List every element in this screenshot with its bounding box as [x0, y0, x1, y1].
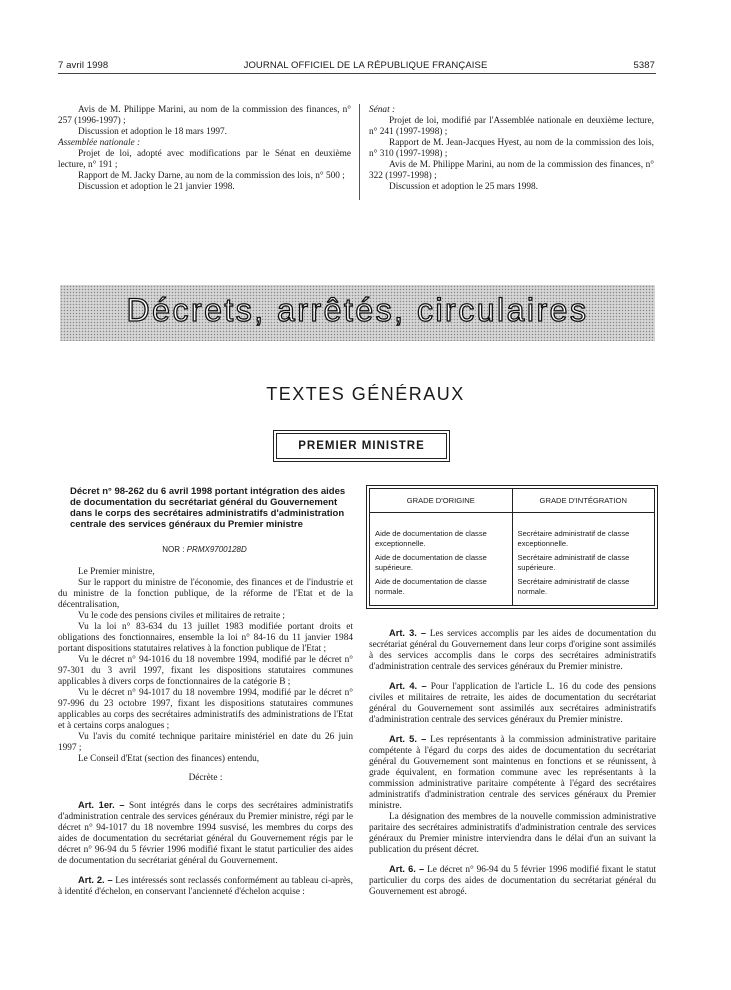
procedure-line: Discussion et adoption le 21 janvier 1998. — [78, 182, 235, 192]
article-paragraph — [369, 681, 656, 726]
article-paragraph — [58, 875, 353, 898]
paragraph-gap — [369, 856, 656, 864]
ministry-box: PREMIER MINISTRE — [276, 433, 447, 459]
article-text: Sont intégrés dans le corps des secrétaires administratifs d'administration centrale des services généraux du Premier ministre, régi par le décret n° 94-1017 du 18 novembre 1994 susvisé, les membres du corps des aides de documentation du secrétariat général du Gouvernement régis par le décret n° 96-94 du 5 février 1996 modifié fixant le statut particulier des aides de documentation du secrétariat général du Gouvernement. — [58, 801, 353, 866]
header-date: 7 avril 1998 — [58, 60, 109, 71]
paragraph-gap — [58, 765, 353, 773]
article-text: Les représentants à la commission administrative paritaire compétente à l'égard du corps des aides de documentation du secrétariat général du Gouvernement sont maintenus en fonctions et se réunissent, à grade équivalent, en formation commune avec les représentants à la commission administrative paritaire compétente à l'égard des secrétaires administratifs d'administration centrale des services généraux du Premier ministre. — [369, 735, 656, 811]
article-text: Le décret n° 96-94 du 5 février 1996 modifié fixant le statut particulier du corps des aides de documentation du secrétariat général du Gouvernement est abrogé. — [369, 865, 656, 897]
table-row — [370, 551, 654, 575]
procedure-line: Projet de loi, modifié par l'Assemblée nationale en deuxième lecture, n° 241 (1997-1998) ; — [369, 116, 654, 137]
origin-grade-cell: Aide de documentation de classe normale. — [375, 576, 487, 596]
procedure-line: Discussion et adoption le 18 mars 1997. — [78, 127, 227, 137]
integration-grade-cell: Secrétaire administratif de classe normale. — [512, 575, 654, 605]
paragraph-gap — [58, 792, 353, 800]
article-text: Pour l'application de l'article L. 16 du code des pensions civiles et militaires de retraite, les aides de documentation du secrétariat général du Gouvernement sont assimilés aux secrétaires administratifs d'administration centrale des services généraux du Premier ministre. — [369, 682, 656, 725]
nor-code: PRMX9700128D — [186, 545, 247, 554]
decree-title: Décret n° 98-262 du 6 avril 1998 portant intégration des aides de documentation du secrétariat général du Gouvernement dans le corps des secrétaires administratifs d'administration centrale des services généraux du Premier ministre — [70, 486, 346, 530]
procedure-line: Rapport de M. Jacky Darne, au nom de la commission des lois, n° 500 ; — [78, 171, 345, 181]
procedure-line: Avis de M. Philippe Marini, au nom de la commission des finances, n° 257 (1996-1997) ; — [58, 105, 351, 126]
body-paragraph: Vu l'avis du comité technique paritaire ministériel en date du 26 juin 1997 ; — [58, 732, 353, 753]
paragraph-gap — [58, 867, 353, 875]
section-band-title: Décrets, arrêtés, circulaires — [126, 292, 589, 328]
article-paragraph — [369, 628, 656, 673]
paragraph-gap — [369, 726, 656, 734]
body-paragraph: Vu le décret n° 94-1017 du 18 novembre 1994, modifié par le décret n° 97-996 du 23 octobre 1997, fixant les dispositions statutaires communes applicables au corps des secrétaires administratifs des administrations de l'Etat et à certains corps analogues ; — [58, 688, 353, 731]
header-rule — [58, 73, 656, 74]
article-label: Art. 6. – — [389, 864, 425, 874]
article-paragraph — [369, 864, 656, 898]
origin-grade-cell: Aide de documentation de classe supérieure. — [375, 552, 487, 572]
table-header-integration: GRADE D'INTÉGRATION — [512, 489, 654, 512]
article-text: Les services accomplis par les aides de documentation du secrétariat général du Gouvernement dans leur corps d'origine sont assimilés à des services accomplis dans le corps des secrétaires administratifs d'administration centrale des services généraux du Premier ministre. — [369, 629, 656, 672]
table-row — [370, 575, 654, 605]
body-paragraph: Sur le rapport du ministre de l'économie, des finances et de l'industrie et du ministre de la fonction publique, de la réforme de l'Etat et de la décentralisation, — [58, 578, 353, 610]
body-paragraph: Vu le code des pensions civiles et militaires de retraite ; — [78, 611, 286, 621]
paragraph-gap — [369, 673, 656, 681]
paragraph-gap — [58, 784, 353, 792]
body-paragraph: Vu la loi n° 83-634 du 13 juillet 1983 modifiée portant droits et obligations des fonctionnaires, ensemble la loi n° 84-16 du 11 janvier 1984 portant dispositions statutaires relatives à la fonction publique de l'Etat ; — [58, 622, 353, 654]
header-journal-title: JOURNAL OFFICIEL DE LA RÉPUBLIQUE FRANÇAISE — [243, 60, 488, 71]
decree-nor — [58, 545, 351, 554]
body-paragraph: Vu le décret n° 94-1016 du 18 novembre 1994, modifié par le décret n° 97-301 du 3 avril 1997, fixant les dispositions statutaires communes applicables à divers corps de fonctionnaires de la catégorie B ; — [58, 655, 353, 687]
column-separator — [359, 104, 360, 200]
article-paragraph — [58, 800, 353, 867]
top-right-column — [369, 105, 654, 193]
nor-label: NOR : — [162, 545, 185, 554]
chamber-heading: Sénat : — [369, 105, 396, 115]
article-label: Art. 3. – — [389, 628, 427, 638]
procedure-line: Projet de loi, adopté avec modifications par le Sénat en deuxième lecture, n° 191 ; — [58, 149, 351, 170]
decrete-heading: Décrète : — [188, 773, 223, 783]
top-left-column — [58, 105, 351, 193]
decree-body-right — [369, 628, 656, 898]
body-paragraph: La désignation des membres de la nouvelle commission administrative paritaire des secrétaires administratifs d'administration centrale des services généraux du Premier ministre interviendra dans le délai d'un an suivant la publication du présent décret. — [369, 812, 656, 855]
header-page-number: 5387 — [633, 60, 655, 71]
article-paragraph — [369, 734, 656, 812]
section-title: TEXTES GÉNÉRAUX — [266, 384, 465, 404]
article-text: Les intéressés sont reclassés conformément au tableau ci-après, à identité d'échelon, en conservant l'ancienneté d'échelon acquise : — [58, 876, 353, 897]
article-label: Art. 5. – — [389, 734, 427, 744]
article-label: Art. 1er. – — [78, 800, 125, 810]
reclassification-table — [369, 488, 655, 606]
procedure-line: Avis de M. Philippe Marini, au nom de la commission des finances, n° 322 (1997-1998) ; — [369, 160, 654, 181]
procedure-line: Rapport de M. Jean-Jacques Hyest, au nom de la commission des lois, n° 310 (1997-1998) ; — [369, 138, 654, 159]
integration-grade-cell: Secrétaire administratif de classe exceptionnelle. — [512, 512, 654, 551]
integration-grade-cell: Secrétaire administratif de classe supérieure. — [512, 551, 654, 575]
table-header-origin: GRADE D'ORIGINE — [370, 489, 512, 512]
article-label: Art. 4. – — [389, 681, 427, 691]
body-paragraph: Le Premier ministre, — [78, 567, 155, 577]
body-paragraph: Le Conseil d'Etat (section des finances) entendu, — [78, 754, 260, 764]
decree-body-left — [58, 567, 353, 898]
origin-grade-cell: Aide de documentation de classe exceptionnelle. — [375, 528, 487, 548]
table-row — [370, 512, 654, 551]
chamber-heading: Assemblée nationale : — [58, 138, 141, 148]
article-label: Art. 2. – — [78, 875, 113, 885]
procedure-line: Discussion et adoption le 25 mars 1998. — [389, 182, 538, 192]
